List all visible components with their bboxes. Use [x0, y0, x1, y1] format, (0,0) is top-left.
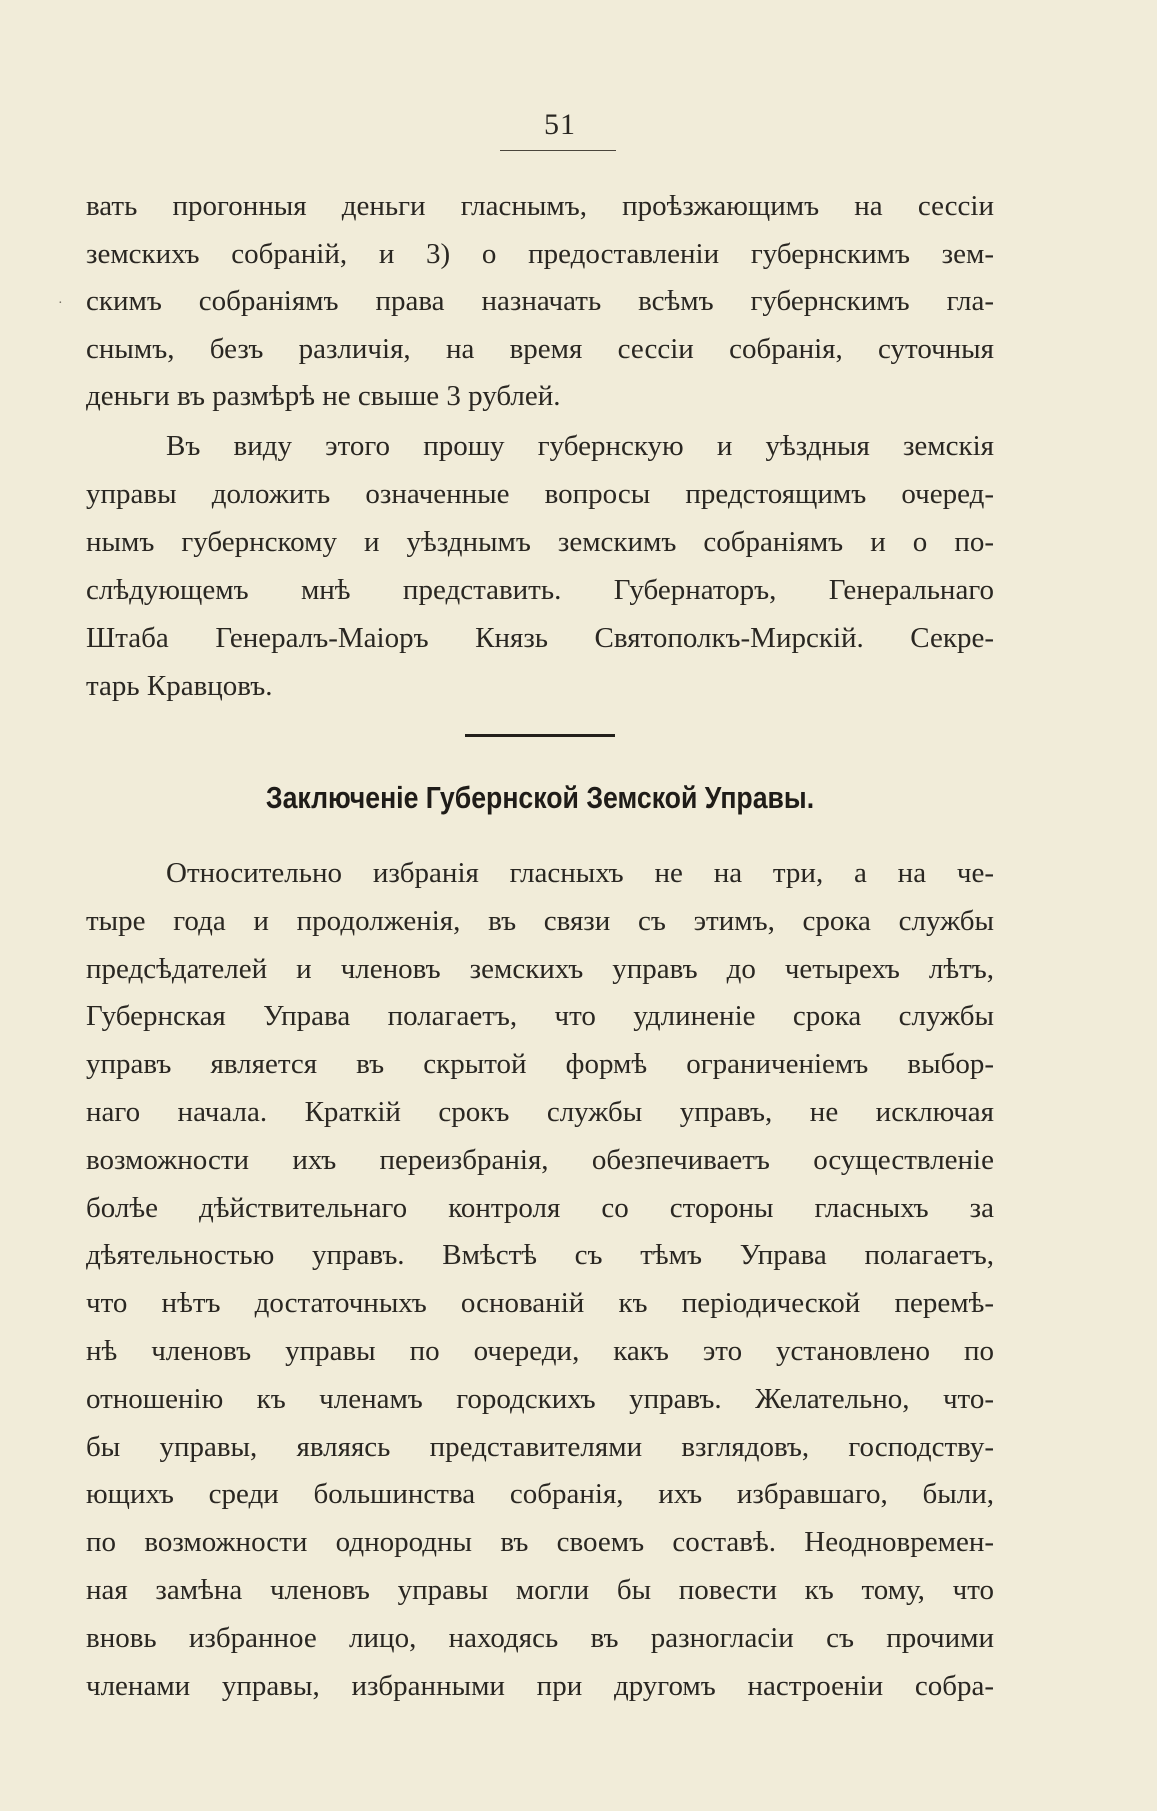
- text-line: вновь избранное лицо, находясь въ разногласіи съ прочими: [86, 1621, 994, 1654]
- text-line: отношенію къ членамъ городскихъ управъ. Желательно, что-: [86, 1382, 994, 1415]
- text-line: членами управы, избранными при другомъ настроеніи собра-: [86, 1669, 994, 1702]
- text-line: управы доложить означенные вопросы предстоящимъ очеред-: [86, 478, 994, 510]
- text-line: что нѣтъ достаточныхъ основаній къ періодической перемѣ-: [86, 1287, 994, 1320]
- paragraph-3: [86, 850, 994, 1710]
- text-line: Въ виду этого прошу губернскую и уѣздныя земскія: [166, 430, 994, 462]
- text-line: ющихъ среди большинства собранія, ихъ избравшаго, были,: [86, 1478, 994, 1511]
- text-line: земскихъ собраній, и 3) о предоставленіи губернскимъ зем-: [86, 237, 994, 270]
- text-line: Губернская Управа полагаетъ, что удлиненіе срока службы: [86, 1000, 994, 1033]
- text-line: возможности ихъ переизбранія, обезпечиваетъ осуществленіе: [86, 1143, 994, 1176]
- text-line: ная замѣна членовъ управы могли бы повести къ тому, что: [86, 1573, 994, 1606]
- text-line: деньги въ размѣрѣ не свыше 3 рублей.: [86, 380, 561, 413]
- section-heading: Заключеніе Губернской Земской Управы.: [265, 780, 815, 815]
- text-line: наго начала. Краткій срокъ службы управъ, не исключая: [86, 1095, 994, 1128]
- text-line: нымъ губернскому и уѣзднымъ земскимъ собраніямъ и о по-: [86, 526, 994, 558]
- section-divider: [465, 734, 615, 737]
- text-line: нѣ членовъ управы по очереди, какъ это установлено по: [86, 1334, 994, 1367]
- text-line: управъ является въ скрытой формѣ ограниченіемъ выбор-: [86, 1048, 994, 1081]
- text-line: дѣятельностью управъ. Вмѣстѣ съ тѣмъ Управа полагаетъ,: [86, 1239, 994, 1272]
- text-line: скимъ собраніямъ права назначать всѣмъ губернскимъ гла-: [86, 285, 994, 318]
- text-line: вать прогонныя деньги гласнымъ, проѣзжающимъ на сессіи: [86, 190, 994, 222]
- text-line: снымъ, безъ различія, на время сессіи собранія, суточныя: [86, 332, 994, 365]
- text-line: бы управы, являясь представителями взглядовъ, господству-: [86, 1430, 994, 1463]
- paragraph-1: [86, 183, 994, 421]
- text-line: болѣе дѣйствительнаго контроля со стороны гласныхъ за: [86, 1191, 994, 1224]
- text-line: слѣдующемъ мнѣ представить. Губернаторъ, Генеральнаго: [86, 574, 994, 606]
- text-line: Штаба Генералъ-Маіоръ Князь Святополкъ-Мирскій. Секре-: [86, 622, 994, 654]
- text-line: предсѣдателей и членовъ земскихъ управъ до четырехъ лѣтъ,: [86, 952, 994, 985]
- margin-mark: ·: [58, 296, 63, 311]
- text-line: тыре года и продолженія, въ связи съ этимъ, срока службы: [86, 904, 994, 937]
- text-line: тарь Кравцовъ.: [86, 670, 273, 702]
- page-number: 51: [544, 108, 576, 141]
- text-line: Относительно избранія гласныхъ не на три, а на че-: [166, 857, 994, 889]
- paragraph-2: [86, 422, 994, 710]
- text-line: по возможности однородны въ своемъ составѣ. Неодновремен-: [86, 1526, 994, 1559]
- page-number-underline: [500, 150, 616, 151]
